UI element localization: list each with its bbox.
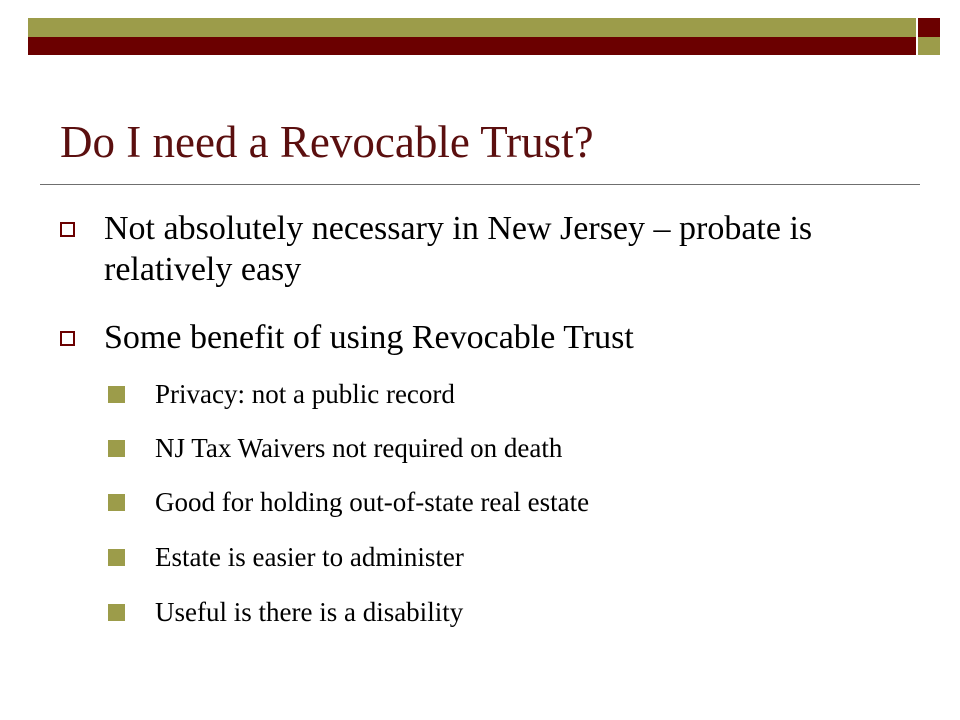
header-corner-olive: [918, 37, 940, 55]
solid-square-bullet-icon: [108, 494, 125, 511]
solid-square-bullet-icon: [108, 386, 125, 403]
header-band-maroon: [28, 37, 916, 55]
hollow-square-bullet-icon: [60, 331, 75, 346]
sub-bullet-item: [108, 596, 463, 628]
title-divider: [40, 184, 920, 185]
bullet-text: Not absolutely necessary in New Jersey – probate is relatively easy: [104, 210, 813, 288]
sub-bullet-item: [108, 432, 562, 464]
header-corner-maroon: [918, 18, 940, 37]
sub-bullet-text: NJ Tax Waivers not required on death: [155, 433, 563, 463]
solid-square-bullet-icon: [108, 549, 125, 566]
bullet-item: [60, 208, 900, 290]
solid-square-bullet-icon: [108, 440, 125, 457]
header-band-olive: [28, 18, 916, 37]
sub-bullet-item: [108, 378, 455, 410]
sub-bullet-text: Useful is there is a disability: [155, 597, 464, 627]
sub-bullet-text: Privacy: not a public record: [155, 379, 455, 409]
sub-bullet-text: Estate is easier to administer: [155, 542, 464, 572]
bullet-item: [60, 317, 900, 358]
slide-title: Do I need a Revocable Trust?: [60, 117, 594, 167]
bullet-text: Some benefit of using Revocable Trust: [104, 319, 634, 356]
solid-square-bullet-icon: [108, 604, 125, 621]
hollow-square-bullet-icon: [60, 222, 75, 237]
sub-bullet-item: [108, 541, 464, 573]
sub-bullet-item: [108, 486, 589, 518]
sub-bullet-text: Good for holding out-of-state real estate: [155, 487, 590, 517]
